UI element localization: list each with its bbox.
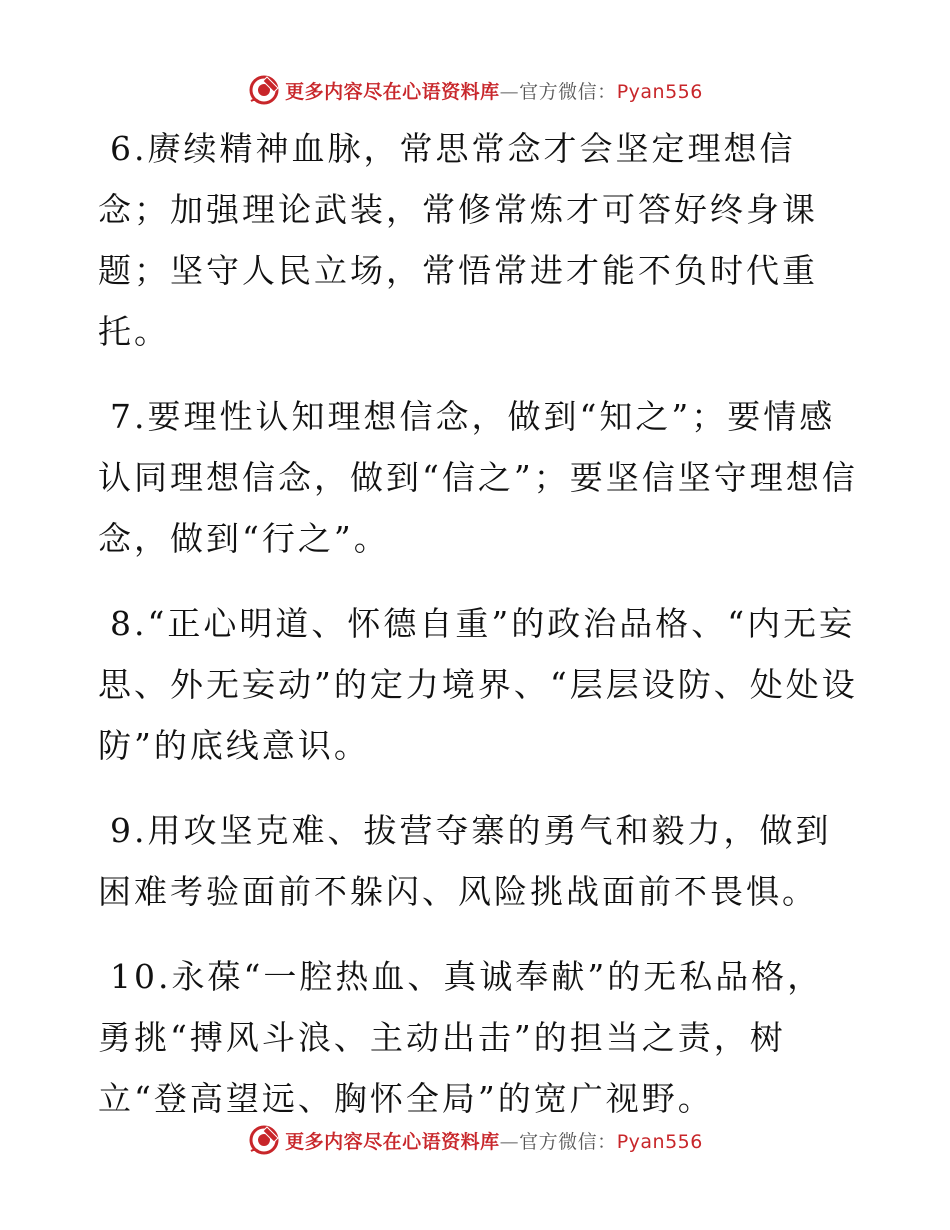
paragraph-10 — [98, 946, 858, 1129]
footer-banner — [0, 1120, 950, 1160]
document-body — [98, 118, 858, 1153]
paragraph-text: 用攻坚克难、拔营夺寨的勇气和毅力，做到困难考验面前不躲闪、风险挑战面前不畏惧。 — [98, 811, 832, 911]
paragraph-number: 6. — [110, 129, 148, 168]
banner-dash: — — [499, 80, 520, 103]
paragraph-9 — [98, 800, 858, 922]
paragraph-number: 10. — [110, 957, 172, 996]
paragraph-8 — [98, 593, 858, 776]
pen-circle-logo-icon — [247, 1123, 281, 1157]
pen-circle-logo-icon — [247, 73, 281, 107]
paragraph-7 — [98, 386, 858, 569]
paragraph-number: 7. — [110, 397, 148, 436]
header-banner — [0, 70, 950, 110]
paragraph-text: “正心明道、怀德自重”的政治品格、“内无妄思、外无妄动”的定力境界、“层层设防、处处设防”的底线意识。 — [98, 604, 858, 765]
paragraph-text: 赓续精神血脉，常思常念才会坚定理想信念；加强理论武装，常修常炼才可答好终身课题；坚守人民立场，常悟常进才能不负时代重托。 — [98, 129, 818, 351]
banner-wechat-label: 官方微信： — [519, 1130, 617, 1153]
banner-wechat-label: 官方微信： — [519, 80, 617, 103]
paragraph-number: 9. — [110, 811, 148, 850]
banner-text — [285, 1127, 703, 1154]
paragraph-6 — [98, 118, 858, 362]
banner-wechat-id: Pyan556 — [616, 1130, 703, 1153]
banner-brand-text: 更多内容尽在心语资料库 — [285, 80, 500, 103]
banner-text — [285, 77, 703, 104]
paragraph-number: 8. — [110, 604, 148, 643]
paragraph-text: 永葆“一腔热血、真诚奉献”的无私品格，勇挑“搏风斗浪、主动出击”的担当之责，树立“登高望远、胸怀全局”的宽广视野。 — [98, 957, 824, 1118]
banner-brand-text: 更多内容尽在心语资料库 — [285, 1130, 500, 1153]
paragraph-text: 要理性认知理想信念，做到“知之”；要情感认同理想信念，做到“信之”；要坚信坚守理想信念，做到“行之”。 — [98, 397, 858, 558]
banner-wechat-id: Pyan556 — [616, 80, 703, 103]
banner-dash: — — [499, 1130, 520, 1153]
